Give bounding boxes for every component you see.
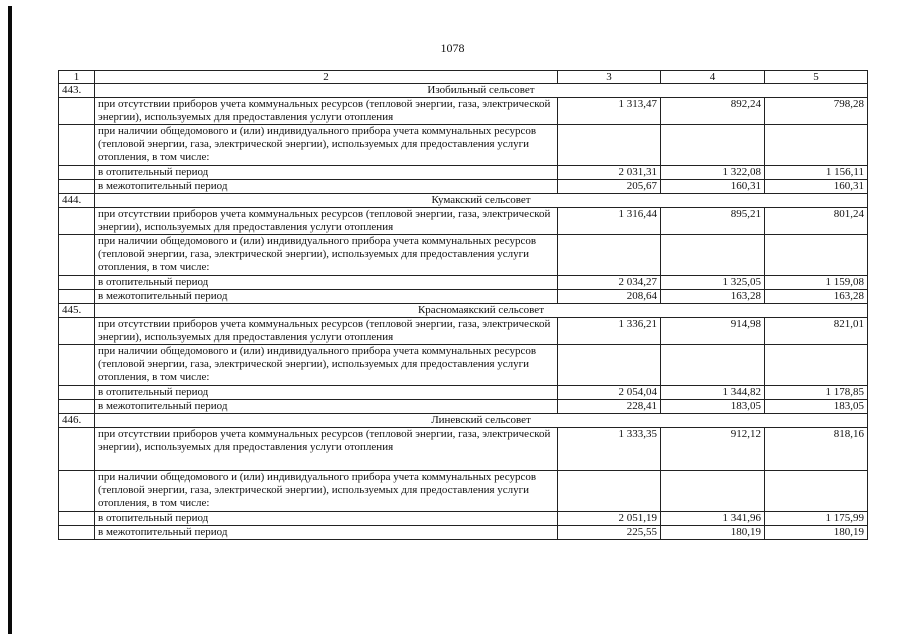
value-col4: 892,24 bbox=[661, 98, 765, 125]
row-description: в отопительный период bbox=[95, 386, 558, 400]
table-row bbox=[59, 166, 868, 180]
value-col4 bbox=[661, 345, 765, 386]
section-header-row bbox=[59, 304, 868, 318]
section-number: 445. bbox=[59, 304, 95, 318]
table-row bbox=[59, 386, 868, 400]
section-name: Линевский сельсовет bbox=[95, 414, 868, 428]
row-description: при наличии общедомового и (или) индивидуального прибора учета коммунальных ресурсов (тепловой энергии, газа, электрической энергии), используемых для предоставления услуги отопления, в том числе: bbox=[95, 345, 558, 386]
table-row bbox=[59, 235, 868, 276]
table-row bbox=[59, 125, 868, 166]
value-col5 bbox=[765, 235, 868, 276]
page-number: 1078 bbox=[440, 41, 465, 55]
row-description: при отсутствии приборов учета коммунальных ресурсов (тепловой энергии, газа, электрической энергии), используемых для предоставления услуги отопления bbox=[95, 208, 558, 235]
section-number: 443. bbox=[59, 84, 95, 98]
empty-number-cell bbox=[59, 471, 95, 512]
row-description: в межотопительный период bbox=[95, 526, 558, 540]
value-col5: 821,01 bbox=[765, 318, 868, 345]
value-col3: 1 333,35 bbox=[558, 428, 661, 471]
tariff-table bbox=[58, 70, 868, 540]
value-col5: 183,05 bbox=[765, 400, 868, 414]
value-col5: 180,19 bbox=[765, 526, 868, 540]
value-col4: 1 344,82 bbox=[661, 386, 765, 400]
empty-number-cell bbox=[59, 166, 95, 180]
empty-number-cell bbox=[59, 400, 95, 414]
empty-number-cell bbox=[59, 345, 95, 386]
row-description: при отсутствии приборов учета коммунальных ресурсов (тепловой энергии, газа, электрической энергии), используемых для предоставления услуги отопления bbox=[95, 98, 558, 125]
value-col5 bbox=[765, 471, 868, 512]
value-col3: 2 051,19 bbox=[558, 512, 661, 526]
table-row bbox=[59, 526, 868, 540]
column-header: 1 bbox=[59, 71, 95, 84]
value-col5: 1 156,11 bbox=[765, 166, 868, 180]
section-number: 444. bbox=[59, 194, 95, 208]
table-row bbox=[59, 400, 868, 414]
table-row bbox=[59, 345, 868, 386]
section-header-row bbox=[59, 84, 868, 98]
value-col3: 225,55 bbox=[558, 526, 661, 540]
value-col5: 163,28 bbox=[765, 290, 868, 304]
header-row bbox=[59, 71, 868, 84]
empty-number-cell bbox=[59, 526, 95, 540]
value-col3: 1 313,47 bbox=[558, 98, 661, 125]
empty-number-cell bbox=[59, 125, 95, 166]
value-col4: 1 341,96 bbox=[661, 512, 765, 526]
value-col5: 1 178,85 bbox=[765, 386, 868, 400]
row-description: в межотопительный период bbox=[95, 180, 558, 194]
row-description: в отопительный период bbox=[95, 276, 558, 290]
value-col3: 2 054,04 bbox=[558, 386, 661, 400]
value-col5: 798,28 bbox=[765, 98, 868, 125]
value-col4: 1 322,08 bbox=[661, 166, 765, 180]
column-header: 3 bbox=[558, 71, 661, 84]
section-number: 446. bbox=[59, 414, 95, 428]
value-col4 bbox=[661, 235, 765, 276]
value-col4: 160,31 bbox=[661, 180, 765, 194]
column-header: 2 bbox=[95, 71, 558, 84]
section-header-row bbox=[59, 414, 868, 428]
value-col5: 1 175,99 bbox=[765, 512, 868, 526]
table-row bbox=[59, 276, 868, 290]
value-col4: 895,21 bbox=[661, 208, 765, 235]
section-name: Красномаякский сельсовет bbox=[95, 304, 868, 318]
empty-number-cell bbox=[59, 276, 95, 290]
section-name: Кумакский сельсовет bbox=[95, 194, 868, 208]
empty-number-cell bbox=[59, 386, 95, 400]
row-description: при отсутствии приборов учета коммунальных ресурсов (тепловой энергии, газа, электрической энергии), используемых для предоставления услуги отопления bbox=[95, 428, 558, 471]
value-col4: 1 325,05 bbox=[661, 276, 765, 290]
value-col4: 163,28 bbox=[661, 290, 765, 304]
value-col3 bbox=[558, 125, 661, 166]
table-row bbox=[59, 512, 868, 526]
row-description: в отопительный период bbox=[95, 166, 558, 180]
value-col5: 818,16 bbox=[765, 428, 868, 471]
value-col5 bbox=[765, 125, 868, 166]
empty-number-cell bbox=[59, 318, 95, 345]
value-col4: 912,12 bbox=[661, 428, 765, 471]
empty-number-cell bbox=[59, 180, 95, 194]
value-col3: 1 336,21 bbox=[558, 318, 661, 345]
table-row bbox=[59, 180, 868, 194]
table-row bbox=[59, 471, 868, 512]
empty-number-cell bbox=[59, 428, 95, 471]
table-row bbox=[59, 290, 868, 304]
value-col4: 914,98 bbox=[661, 318, 765, 345]
section-header-row bbox=[59, 194, 868, 208]
value-col3: 1 316,44 bbox=[558, 208, 661, 235]
value-col3: 2 031,31 bbox=[558, 166, 661, 180]
value-col5: 801,24 bbox=[765, 208, 868, 235]
value-col4: 183,05 bbox=[661, 400, 765, 414]
empty-number-cell bbox=[59, 512, 95, 526]
column-header: 4 bbox=[661, 71, 765, 84]
table-row bbox=[59, 98, 868, 125]
value-col5 bbox=[765, 345, 868, 386]
value-col3 bbox=[558, 471, 661, 512]
section-name: Изобильный сельсовет bbox=[95, 84, 868, 98]
value-col4 bbox=[661, 125, 765, 166]
empty-number-cell bbox=[59, 235, 95, 276]
value-col3: 205,67 bbox=[558, 180, 661, 194]
empty-number-cell bbox=[59, 290, 95, 304]
row-description: в межотопительный период bbox=[95, 400, 558, 414]
row-description: в отопительный период bbox=[95, 512, 558, 526]
row-description: при отсутствии приборов учета коммунальных ресурсов (тепловой энергии, газа, электрической энергии), используемых для предоставления услуги отопления bbox=[95, 318, 558, 345]
value-col3: 2 034,27 bbox=[558, 276, 661, 290]
value-col4: 180,19 bbox=[661, 526, 765, 540]
value-col3 bbox=[558, 235, 661, 276]
value-col4 bbox=[661, 471, 765, 512]
row-description: при наличии общедомового и (или) индивидуального прибора учета коммунальных ресурсов (тепловой энергии, газа, электрической энергии), используемых для предоставления услуги отопления, в том числе: bbox=[95, 125, 558, 166]
row-description: в межотопительный период bbox=[95, 290, 558, 304]
value-col3: 208,64 bbox=[558, 290, 661, 304]
empty-number-cell bbox=[59, 208, 95, 235]
left-margin-rule bbox=[8, 6, 12, 634]
column-header: 5 bbox=[765, 71, 868, 84]
value-col3 bbox=[558, 345, 661, 386]
table-row bbox=[59, 208, 868, 235]
table-row bbox=[59, 318, 868, 345]
value-col5: 160,31 bbox=[765, 180, 868, 194]
table-row bbox=[59, 428, 868, 471]
row-description: при наличии общедомового и (или) индивидуального прибора учета коммунальных ресурсов (тепловой энергии, газа, электрической энергии), используемых для предоставления услуги отопления, в том числе: bbox=[95, 471, 558, 512]
empty-number-cell bbox=[59, 98, 95, 125]
value-col5: 1 159,08 bbox=[765, 276, 868, 290]
row-description: при наличии общедомового и (или) индивидуального прибора учета коммунальных ресурсов (тепловой энергии, газа, электрической энергии), используемых для предоставления услуги отопления, в том числе: bbox=[95, 235, 558, 276]
value-col3: 228,41 bbox=[558, 400, 661, 414]
